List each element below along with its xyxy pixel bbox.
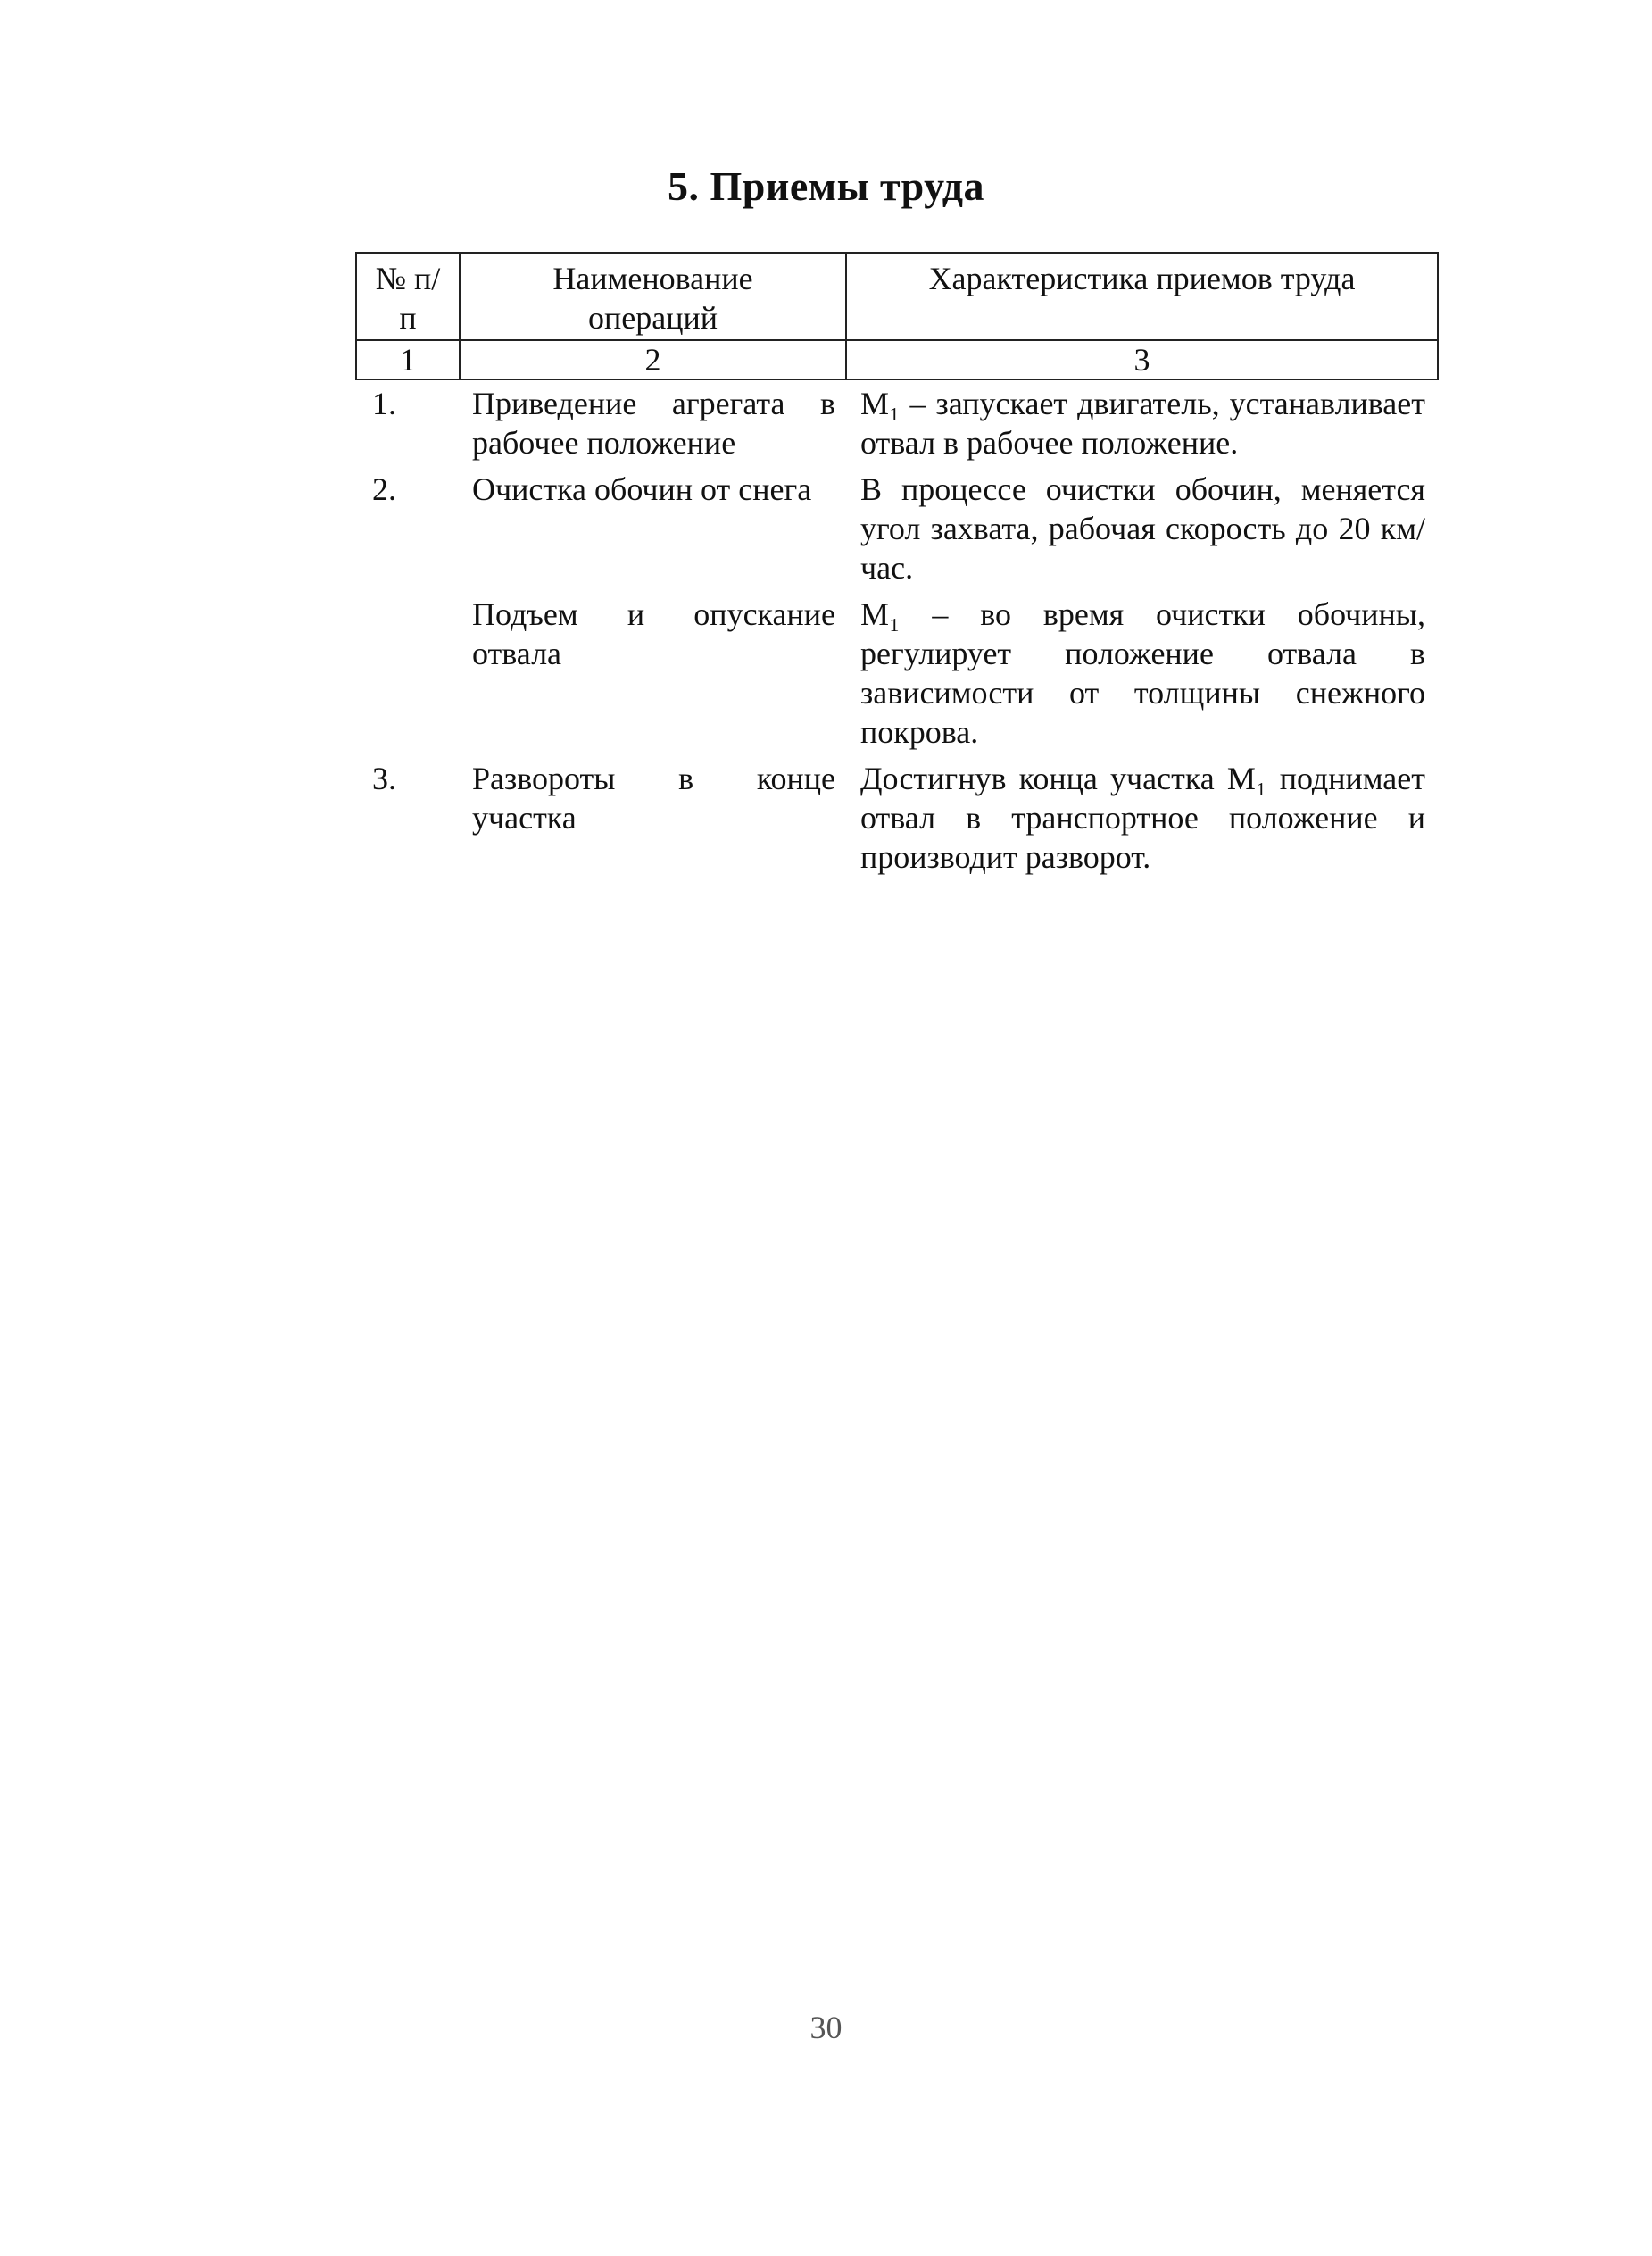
header-number-label: № п/п xyxy=(375,261,441,336)
operation-name: Подъем и опускание отвала xyxy=(472,596,835,671)
column-number-2: 2 xyxy=(460,340,846,379)
page-title: 5. Приемы труда xyxy=(667,163,985,209)
operation-name: Приведение агрегата в рабочее положение xyxy=(472,386,835,461)
column-number-row xyxy=(356,340,1438,379)
operation-name: Очистка обочин от снега xyxy=(472,471,812,507)
operation-name: Развороты в конце участка xyxy=(472,761,835,836)
header-number xyxy=(356,253,460,340)
header-operation-name-label: Наименование операций xyxy=(552,261,753,336)
operation-description: М₁ – во время очистки обочины, регулирует положение отвала в зависимости от толщины снежного покрова. xyxy=(860,596,1425,750)
header-characteristics-label: Характеристика приемов труда xyxy=(928,261,1356,296)
header-characteristics xyxy=(846,253,1438,340)
column-number-3: 3 xyxy=(846,340,1438,379)
table-row xyxy=(356,470,1438,595)
table-row xyxy=(356,595,1438,759)
row-number: 2. xyxy=(372,471,396,507)
column-number-1: 1 xyxy=(356,340,460,379)
operation-description: В процессе очистки обочин, меняется угол захвата, рабочая скорость до 20 км/час. xyxy=(860,471,1425,586)
operation-description: М₁ – запускает двигатель, устанавливает отвал в рабочее положение. xyxy=(860,386,1425,461)
page-number: 30 xyxy=(809,2010,843,2045)
table-header-row xyxy=(356,253,1438,340)
table-row xyxy=(356,759,1438,884)
table-row xyxy=(356,379,1438,470)
row-number xyxy=(356,595,460,759)
row-number: 3. xyxy=(372,761,396,796)
operation-description: Достигнув конца участка М₁ поднимает отвал в транспортное положение и производит разворот. xyxy=(860,761,1425,875)
operations-table xyxy=(355,252,1439,884)
header-operation-name xyxy=(460,253,846,340)
row-number: 1. xyxy=(372,386,396,421)
